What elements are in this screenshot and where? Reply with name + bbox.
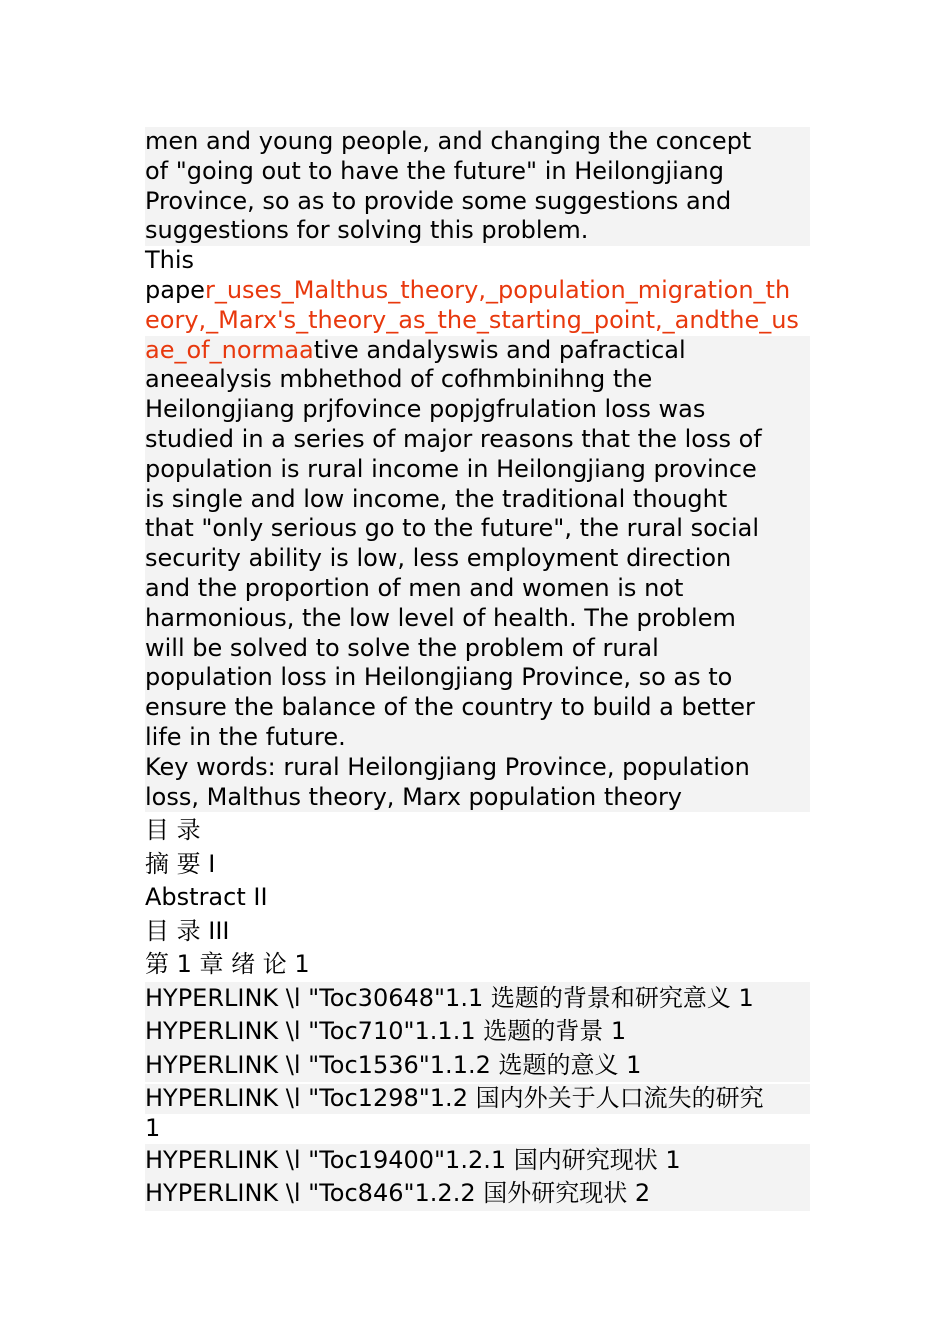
abstract-line: ensure the balance of the country to build a better xyxy=(145,693,810,723)
toc-heading: 目 录 xyxy=(145,816,201,845)
document-page xyxy=(145,127,810,1211)
abstract-mixed-line xyxy=(145,276,810,306)
toc-entry[interactable]: HYPERLINK \l "Toc710"1.1.1 选题的背景 1 xyxy=(145,1015,810,1049)
abstract-line: Heilongjiang prjfovince popjgfrulation loss was xyxy=(145,395,810,425)
abstract-line: men and young people, and changing the concept xyxy=(145,127,810,157)
toc-entry[interactable]: HYPERLINK \l "Toc1536"1.1.2 选题的意义 1 xyxy=(145,1049,810,1083)
toc-entry[interactable]: HYPERLINK \l "Toc846"1.2.2 国外研究现状 2 xyxy=(145,1177,810,1211)
toc-entry[interactable]: HYPERLINK \l "Toc30648"1.1 选题的背景和研究意义 1 xyxy=(145,982,810,1016)
abstract-line: and the proportion of men and women is not xyxy=(145,574,810,604)
toc-entry[interactable]: 摘 要 I xyxy=(145,849,216,878)
abstract-line: aneealysis mbhethod of cofhmbinihng the xyxy=(145,365,810,395)
red-highlight-text: ae_of_normaa xyxy=(145,335,314,364)
red-highlight-text: r_uses_Malthus_theory,_population_migration_th xyxy=(204,275,791,304)
toc-entry[interactable]: Abstract II xyxy=(145,883,268,912)
red-highlight-line: eory,_Marx's_theory_as_the_starting_point,_andthe_us xyxy=(145,305,799,334)
abstract-line-this: This xyxy=(145,246,195,275)
toc-entry[interactable]: HYPERLINK \l "Toc1298"1.2 国内外关于人口流失的研究 xyxy=(145,1084,810,1114)
abstract-line: is single and low income, the traditional thought xyxy=(145,485,810,515)
abstract-line: security ability is low, less employment direction xyxy=(145,544,810,574)
abstract-mixed-line xyxy=(145,336,810,366)
keywords-line: Key words: rural Heilongjiang Province, population xyxy=(145,753,810,783)
plain-text: pape xyxy=(145,275,205,304)
abstract-line: life in the future. xyxy=(145,723,810,753)
abstract-line: will be solved to solve the problem of rural xyxy=(145,634,810,664)
plain-text: tive andalyswis and pafractical xyxy=(313,335,686,364)
toc-entry[interactable]: 目 录 III xyxy=(145,916,230,945)
abstract-line: population is rural income in Heilongjiang province xyxy=(145,455,810,485)
abstract-line: that "only serious go to the future", the rural social xyxy=(145,514,810,544)
keywords-line: loss, Malthus theory, Marx population theory xyxy=(145,783,810,813)
abstract-line: harmonious, the low level of health. The problem xyxy=(145,604,810,634)
toc-entry[interactable]: 第 1 章 绪 论 1 xyxy=(145,950,310,979)
table-of-contents xyxy=(145,814,810,1211)
abstract-line: population loss in Heilongjiang Province, so as to xyxy=(145,663,810,693)
abstract-line: suggestions for solving this problem. xyxy=(145,216,810,246)
toc-entry-page: 1 xyxy=(145,1114,161,1143)
abstract-line: Province, so as to provide some suggestions and xyxy=(145,187,810,217)
abstract-line: of "going out to have the future" in Heilongjiang xyxy=(145,157,810,187)
abstract-text xyxy=(145,127,810,812)
toc-entry[interactable]: HYPERLINK \l "Toc19400"1.2.1 国内研究现状 1 xyxy=(145,1144,810,1178)
abstract-line: studied in a series of major reasons that the loss of xyxy=(145,425,810,455)
